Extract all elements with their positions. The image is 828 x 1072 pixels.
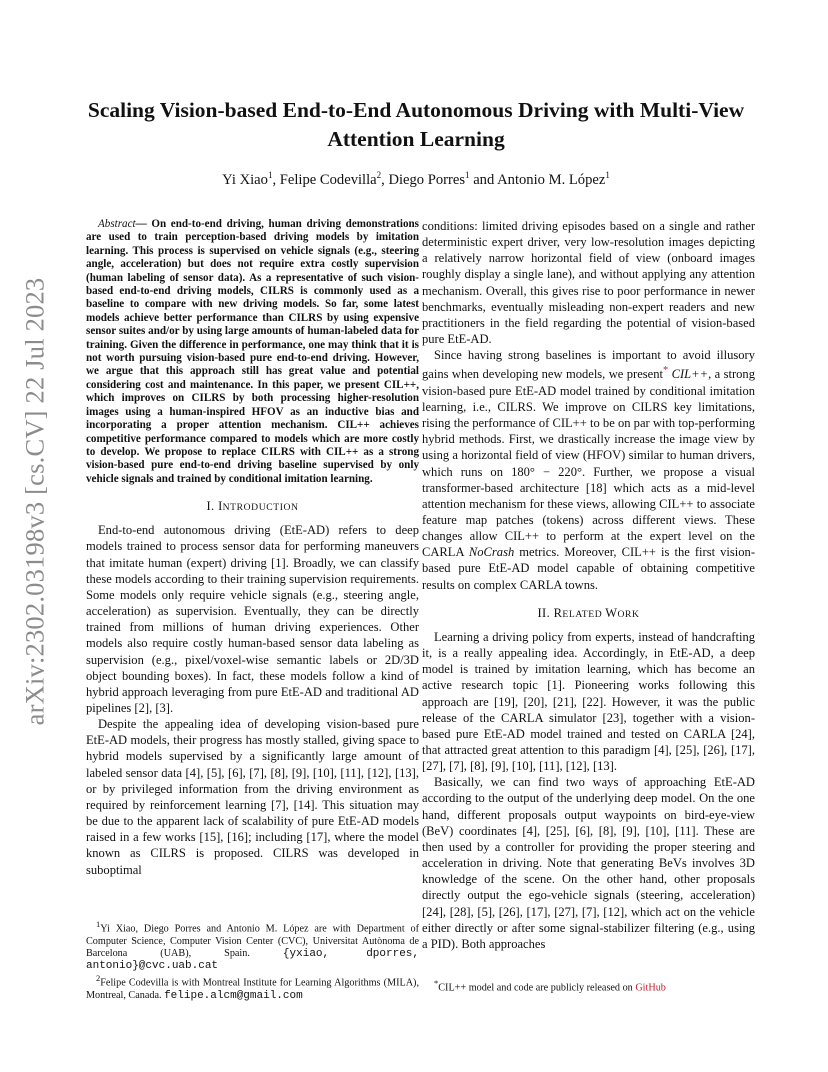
author-name: Antonio M. López <box>497 171 606 188</box>
abstract: Abstract— On end-to-end driving, human driving demonstrations are used to train perception-based driving models by imitation learning. This process is supervised on vehicle signals (e.g., steering angle, acceleration) but does not require extra costly supervision (human labeling of sensor data). As a representative of such vision-based end-to-end driving models, CILRS is commonly used as a baseline to compare with new driving models. So far, some latest models achieve better performance than CILRS by using expensive sensor suites and/or by using large amounts of human-labeled data for training. Given the difference in performance, one may think that it is not worth pursuing vision-based pure end-to-end driving. However, we argue that this approach still has great value and potential considering cost and maintenance. In this paper, we present CIL++, which improves on CILRS by both processing higher-resolution images using a human-inspired HFOV as an inductive bias and incorporating a proper attention mechanism. CIL++ achieves competitive performance compared to models which are more costly to develop. We propose to replace CILRS with CIL++ as a strong vision-based pure end-to-end driving baseline supervised by only vehicle signals and trained by conditional imitation learning. <box>86 218 419 485</box>
abstract-text: On end-to-end driving, human driving demonstrations are used to train perception-based driving models by imitation learning. This process is supervised on vehicle signals (e.g., steering angle, acceleration) but does not require extra costly supervision (human labeling of sensor data). As a representative of such vision-based end-to-end driving models, CILRS is commonly used as a baseline to compare with new driving models. So far, some latest models achieve better performance than CILRS by using expensive sensor suites and/or by using large amounts of human-labeled data for training. Given the difference in performance, one may think that it is not worth pursuing vision-based pure end-to-end driving. However, we argue that this approach still has great value and potential considering cost and maintenance. In this paper, we present CIL++, which improves on CILRS by both processing higher-resolution images using a human-inspired HFOV as an inductive bias and incorporating a proper attention mechanism. CIL++ achieves competitive performance compared to models which are more costly to develop. We propose to replace CILRS with CIL++ as a strong vision-based pure end-to-end driving baseline supervised by only vehicle signals and trained by conditional imitation learning. <box>86 218 419 485</box>
author-name: Diego Porres <box>388 171 466 188</box>
footnote-2: $^2$Felipe Codevilla is with Montreal Institute for Learning Algorithms (MILA), Montreal, Canada. felipe.alcm@gmail.com <box>86 973 419 1002</box>
footnote-marker[interactable]: * <box>663 365 669 377</box>
left-column <box>86 218 419 878</box>
author-name: Felipe Codevilla <box>279 171 377 188</box>
code-release-footnote: *CIL++ model and code are publicly released on GitHub <box>434 978 666 994</box>
arxiv-identifier: arXiv:2302.03198v3 [cs.CV] 22 Jul 2023 <box>19 277 50 725</box>
author-name: Yi Xiao <box>222 171 268 188</box>
abstract-label: Abstract <box>98 218 136 230</box>
intro-paragraph-1: End-to-end autonomous driving (EtE-AD) refers to deep models trained to process sensor data for performing maneuvers that imitate human (expert) driving [1]. Broadly, we can classify these models according to their training supervision requirements. Some models only require vehicle signals (e.g., steering angle, acceleration) as supervision. Eventually, they can be directly trained from millions of human driving experiences. Other models also require costly human-based sensor data labeling as supervision (e.g., pixel/voxel-wise semantic labels or 2D/3D object bounding boxes). In fact, these models follow a kind of hybrid approach leveraging from pure EtE-AD and traditional AD pipelines [2], [3]. <box>86 523 419 715</box>
author-affiliation: 1 <box>267 170 273 180</box>
author-list: Yi Xiao$^1$, Felipe Codevilla$^2$, Diego Porres$^1$ and Antonio M. López$^1$ <box>222 170 610 188</box>
right-column <box>422 218 755 952</box>
author-affiliation: 1 <box>465 170 470 180</box>
intro-paragraph-2: Despite the appealing idea of developing vision-based pure EtE-AD models, their progress has mostly stalled, giving space to hybrid models supervised by a significantly large amount of labeled sensor data [4], [5], [6], [7], [8], [9], [10], [11], [12], [13], or by privileged information from the driving environment as required by reinforcement learning [7], [14]. This situation may be due to the apparent lack of scalability of pure EtE-AD models raised in a few works [15], [16]; including [17], where the model known as CILRS is proposed. CILRS was developed in suboptimal <box>86 717 419 877</box>
affiliation-footnotes <box>86 918 419 1002</box>
arxiv-stamp <box>14 277 56 725</box>
section-heading-related-work: II. RELATED WORK <box>537 605 640 620</box>
model-name: CIL++ <box>671 367 709 382</box>
email-address[interactable]: {yxiao, dporres, antonio}@cvc.uab.cat <box>86 947 419 972</box>
right-paragraph-2: Since having strong baselines is important to avoid illusory gains when developing new models, we present* CIL++, a strong vision-based pure EtE-AD model trained by conditional imitation learning, i.e., CILRS. We improve on CILRS key limitations, rising the performance of CIL++ to be on par with top-performing hybrid methods. First, we drastically increase the image view by using a horizontal field of view (HFOV) similar to human drivers, which runs on 180° − 220°. Further, we propose a visual transformer-based architecture [18] which acts as a mid-level attention mechanism for these views, allowing CIL++ to associate feature map patches (tokens) across different views. These changes allow CIL++ to perform at the expert level on the CARLA NoCrash metrics. Moreover, CIL++ is the first vision-based pure EtE-AD model capable of obtaining competitive results on complex CARLA towns. <box>422 348 755 592</box>
github-link[interactable]: GitHub <box>635 982 666 994</box>
paper-title: Scaling Vision-based End-to-End Autonomous Driving with Multi-View Attention Learning <box>87 98 745 151</box>
footnote-1: $^1$Yi Xiao, Diego Porres and Antonio M. López are with Department of Computer Science, Computer Vision Center (CVC), Universitat Autònoma de Barcelona (UAB), Spain. {yxiao, dporres, antonio}@cvc.uab.cat <box>86 919 419 972</box>
author-affiliation: 2 <box>376 170 382 180</box>
section-heading-introduction: I. INTRODUCTION <box>206 499 299 514</box>
email-address[interactable]: felipe.alcm@gmail.com <box>164 989 303 1002</box>
author-affiliation: 1 <box>605 170 610 180</box>
right-paragraph-1: conditions: limited driving episodes based on a single and rather deterministic expert driver, very low-resolution images depicting a relatively narrow horizontal field of view (onboard images roughly display a single lane), and without applying any attention mechanism. Overall, this gives rise to poor performance in newer benchmarks, eventually misleading non-expert readers and new practitioners in the field regarding the potential of vision-based pure EtE-AD. <box>422 219 755 347</box>
related-paragraph-1: Learning a driving policy from experts, instead of handcrafting it, is a really appealing idea. Accordingly, in EtE-AD, a deep model is trained by imitation learning, which has become an active research topic [1]. Pioneering works following this approach are [19], [20], [21], [22]. However, it was the public release of the CARLA simulator [23], together with a vision-based pure EtE-AD model trained and tested on CARLA [24], that attracted great attention to this paradigm [4], [25], [26], [17], [27], [7], [8], [9], [10], [11], [12], [13]. <box>422 629 755 774</box>
related-paragraph-2: Basically, we can find two ways of approaching EtE-AD according to the output of the underlying deep model. On the one hand, different proposals output waypoints on bird-eye-view (BeV) coordinates [4], [25], [6], [8], [9], [10], [11]. These are then used by a controller for providing the proper steering and acceleration in driving. Note that generating BeVs involves 3D knowledge of the scene. On the other hand, other proposals directly output the ego-vehicle signals (steering, acceleration) [24], [28], [5], [26], [17], [27], [7], [12], which act on the vehicle either directly or after some signal-stabilizer filtering (e.g., using a PID). Both approaches <box>422 775 755 951</box>
